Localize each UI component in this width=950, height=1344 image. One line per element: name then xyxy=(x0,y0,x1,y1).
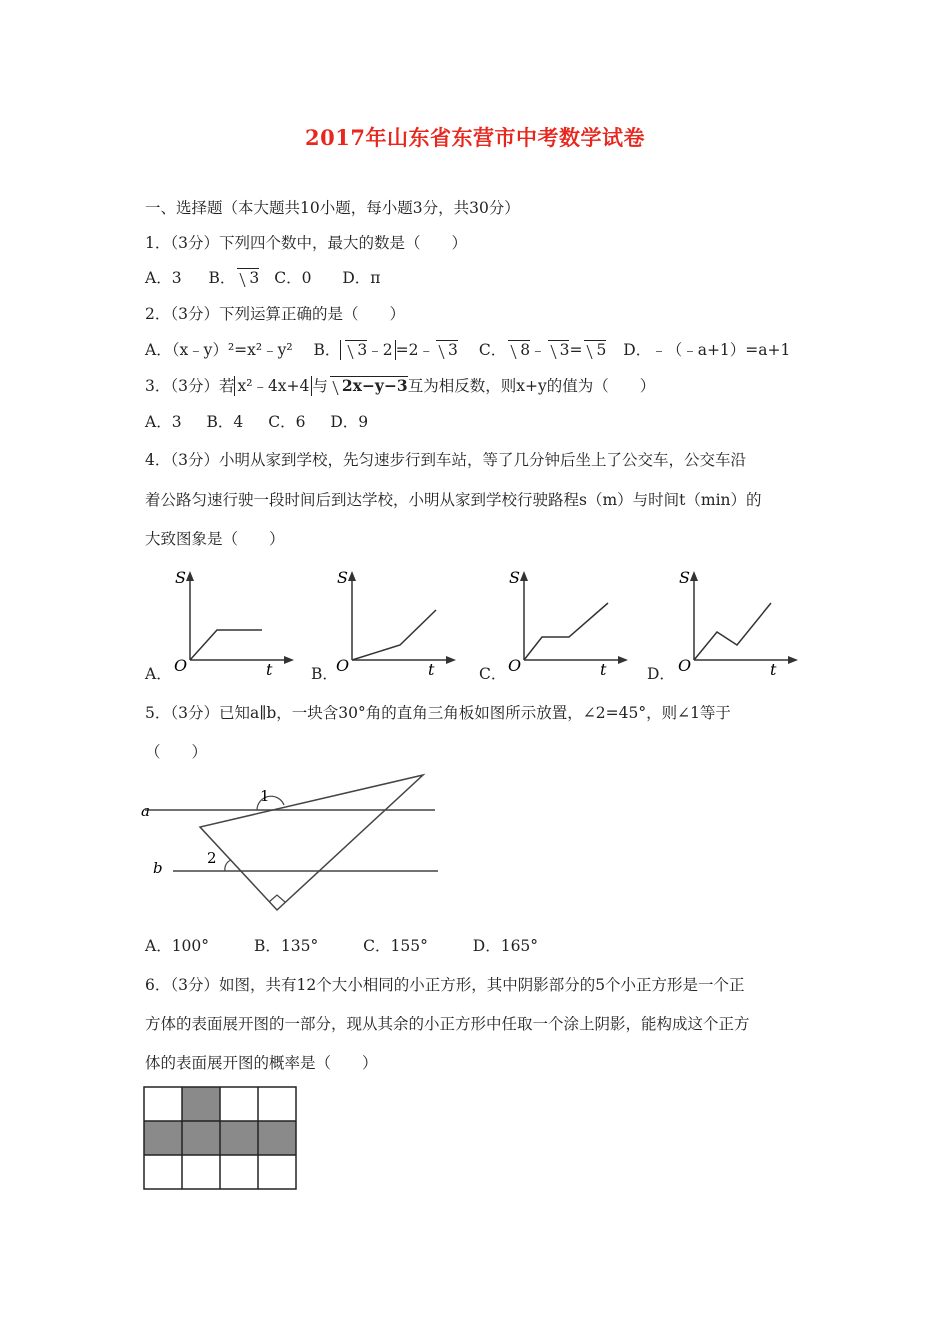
question-6-line-1: 6．（3分）如图，共有12个大小相同的小正方形，其中阴影部分的5个小正方形是一个正 xyxy=(145,976,745,994)
sqrt-8: 8 xyxy=(508,340,530,359)
question-1-options xyxy=(145,268,381,288)
graph-b-label: B． xyxy=(311,665,338,683)
origin-o: O xyxy=(678,656,692,675)
axis-t: t xyxy=(266,660,273,679)
graph-a xyxy=(170,565,300,685)
q2-option-a: A．（x﹣y）²=x²﹣y² xyxy=(145,341,293,359)
q1-option-c: C．0 xyxy=(274,269,312,287)
question-2-options xyxy=(145,340,790,360)
q2-option-c xyxy=(479,340,607,360)
origin-o: O xyxy=(174,656,188,675)
question-5-options xyxy=(145,936,538,956)
q3-stem-pre: 3．（3分）若 xyxy=(145,377,235,395)
q5-option-a: A．100° xyxy=(145,937,210,955)
question-2-stem: 2．（3分）下列运算正确的是（ ） xyxy=(145,305,405,323)
shaded-square xyxy=(144,1121,182,1155)
origin-o: O xyxy=(336,656,350,675)
q2-option-b-label: B． xyxy=(313,341,341,359)
equals-sign: = xyxy=(569,341,583,359)
graph-a-label: A． xyxy=(145,665,172,683)
angle-2-arc xyxy=(225,860,231,871)
graph-c xyxy=(504,565,634,685)
label-b: b xyxy=(153,859,163,877)
section-heading: 一、选择题（本大题共10小题，每小题3分，共30分） xyxy=(145,199,520,217)
q1-option-b xyxy=(209,268,260,288)
question-6-line-3: 体的表面展开图的概率是（ ） xyxy=(145,1054,378,1072)
question-3-options xyxy=(145,412,368,432)
label-angle-2: 2 xyxy=(207,849,217,867)
q3-sqrt-expr: 2x−y−3 xyxy=(330,376,408,395)
q3-abs-expr: x²﹣4x+4 xyxy=(234,376,312,396)
q2-option-d: D．﹣（﹣a+1）=a+1 xyxy=(623,341,791,359)
question-5-line-1: 5．（3分）已知a∥b，一块含30°角的直角三角板如图所示放置，∠2=45°，则∠1等于 xyxy=(145,704,731,722)
sqrt-3: 3 xyxy=(345,340,367,359)
right-angle-mark xyxy=(269,895,285,902)
axis-t: t xyxy=(428,660,435,679)
origin-o: O xyxy=(508,656,522,675)
shaded-square xyxy=(220,1121,258,1155)
graph-d-label: D． xyxy=(647,665,675,683)
axis-s: S xyxy=(509,568,520,587)
q5-option-b: B．135° xyxy=(253,937,319,955)
question-1-stem: 1．（3分）下列四个数中，最大的数是（ ） xyxy=(145,234,467,252)
graph-b xyxy=(332,565,462,685)
axis-s: S xyxy=(679,568,690,587)
square-grid-figure xyxy=(143,1086,299,1190)
shaded-square xyxy=(258,1121,296,1155)
q1-option-a: A．3 xyxy=(145,269,182,287)
shaded-square xyxy=(182,1121,220,1155)
question-4-line-2: 着公路匀速行驶一段时间后到达学校，小明从家到学校行驶路程s（m）与时间t（min）的 xyxy=(145,491,762,509)
q2-option-c-label: C． xyxy=(478,341,507,359)
q3-option-a: A．3 xyxy=(145,413,182,431)
label-a: a xyxy=(141,802,150,820)
question-3-stem xyxy=(145,376,655,396)
q3-mid: 与 xyxy=(312,377,328,395)
sqrt-3: 3 xyxy=(237,268,259,287)
sqrt-3: 3 xyxy=(436,340,458,359)
axis-s: S xyxy=(337,568,348,587)
q3-stem-post: 互为相反数，则x+y的值为（ ） xyxy=(407,377,656,395)
minus-sign: ﹣ xyxy=(530,341,546,359)
q5-option-c: C．155° xyxy=(363,937,428,955)
q3-option-b: B．4 xyxy=(206,413,244,431)
q3-option-c: C．6 xyxy=(268,413,306,431)
q2-abs-expr xyxy=(340,340,395,360)
axis-s: S xyxy=(175,568,186,587)
page-title: 2017年山东省东营市中考数学试卷 xyxy=(305,125,645,150)
axis-t: t xyxy=(600,660,607,679)
q1-option-b-label: B． xyxy=(208,269,236,287)
question-4-line-1: 4．（3分）小明从家到学校，先匀速步行到车站，等了几分钟后坐上了公交车，公交车沿 xyxy=(145,451,746,469)
axis-t: t xyxy=(770,660,777,679)
q2-b-mid: =2﹣ xyxy=(395,341,435,359)
sqrt-3: 3 xyxy=(548,340,570,359)
q2-option-b xyxy=(314,340,458,360)
q3-option-d: D．9 xyxy=(330,413,369,431)
question-6-line-2: 方体的表面展开图的一部分，现从其余的小正方形中任取一个涂上阴影，能构成这个正方 xyxy=(145,1015,750,1033)
q5-option-d: D．165° xyxy=(472,937,539,955)
graph-c-label: C． xyxy=(479,665,507,683)
q1-option-d: D．π xyxy=(342,269,381,287)
graph-d xyxy=(674,565,804,685)
parallel-lines-triangle-figure xyxy=(135,765,455,920)
sqrt-5: 5 xyxy=(584,340,606,359)
q2-abs-rest: ﹣2 xyxy=(367,341,393,359)
label-angle-1: 1 xyxy=(260,787,270,805)
set-square xyxy=(200,775,423,910)
question-4-line-3: 大致图象是（ ） xyxy=(145,530,285,548)
question-5-line-2: （ ） xyxy=(145,743,208,761)
shaded-square xyxy=(182,1087,220,1121)
